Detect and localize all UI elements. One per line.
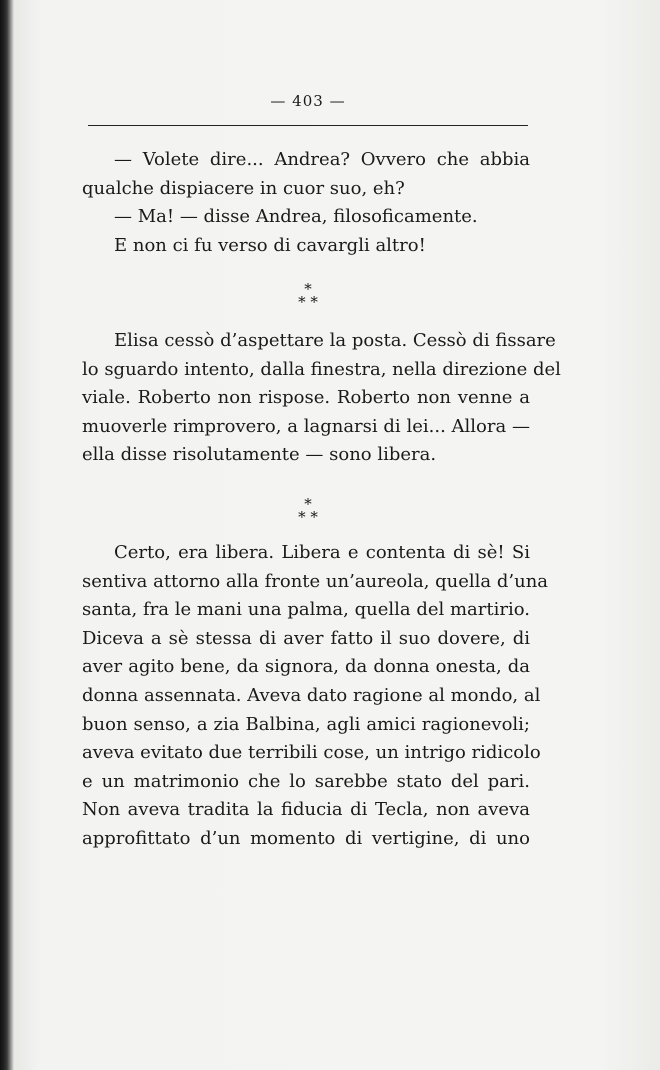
text-line: lo sguardo intento, dalla finestra, nella direzione del	[82, 358, 561, 380]
section-separator	[0, 495, 616, 526]
section-separator	[0, 280, 616, 311]
text-line: Diceva a sè stessa di aver fatto il suo dovere, di	[82, 627, 530, 649]
text-line: — Volete dire... Andrea? Ovvero che abbia	[114, 149, 530, 170]
text-line: E non ci fu verso di cavargli altro!	[114, 234, 426, 256]
text-line: Certo, era libera. Libera e contenta di sè! Si	[114, 542, 530, 563]
text-line: donna assennata. Aveva dato ragione al mondo, al	[82, 684, 541, 706]
text-line: Non aveva tradita la fiducia di Tecla, non aveva	[82, 799, 530, 821]
text-line: approfittato d’un momento di vertigine, di uno	[82, 827, 530, 849]
text-line: — Ma! — disse Andrea, filosoficamente.	[114, 206, 478, 228]
text-line: Elisa cessò d’aspettare la posta. Cessò di fissare	[114, 330, 556, 351]
text-line: aveva evitato due terribili cose, un intrigo ridicolo	[82, 742, 541, 764]
paragraph-2	[82, 539, 549, 854]
text-line: ella disse risolutamente — sono libera.	[82, 444, 437, 466]
text-line: muoverle rimprovero, a lagnarsi di lei... Allora —	[82, 415, 530, 437]
dialogue-block	[82, 146, 530, 260]
text-line: e un matrimonio che lo sarebbe stato del pari.	[82, 770, 530, 792]
text-line: sentiva attorno alla fronte un’aureola, quella d’una	[82, 570, 549, 592]
paragraph-1	[82, 327, 561, 470]
separator-star: *	[304, 495, 312, 513]
header-rule	[88, 125, 528, 126]
separator-star: *	[304, 280, 312, 298]
separator-star-pair: * *	[298, 293, 318, 311]
text-line: viale. Roberto non rispose. Roberto non venne a	[82, 387, 530, 409]
text-line: qualche dispiacere in cuor suo, eh?	[82, 177, 405, 199]
separator-star-pair: * *	[298, 508, 318, 526]
binding-edge	[0, 0, 14, 1070]
text-line: santa, fra le mani una palma, quella del martirio.	[82, 599, 530, 621]
page-number: — 403 —	[270, 92, 346, 110]
text-line: aver agito bene, da signora, da donna onesta, da	[82, 656, 530, 678]
text-line: buon senso, a zia Balbina, agli amici ragionevoli;	[82, 713, 530, 735]
